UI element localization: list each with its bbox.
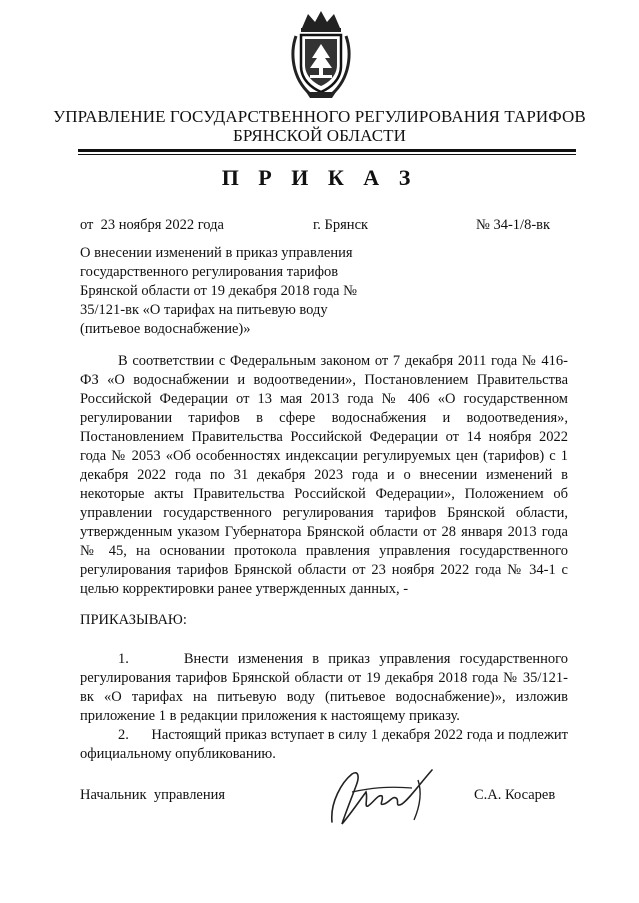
signatory-name: С.А. Косарев xyxy=(474,787,556,803)
header-rule-thin xyxy=(78,154,576,155)
order-item-2 xyxy=(80,726,568,764)
header-rule-thick xyxy=(78,149,576,152)
document-number: № 34-1/8-вк xyxy=(476,217,551,233)
org-name-line1: УПРАВЛЕНИЕ ГОСУДАРСТВЕННОГО РЕГУЛИРОВАНИЯ ТАРИФОВ xyxy=(53,107,586,126)
order-item-1 xyxy=(80,650,568,726)
coat-of-arms-icon xyxy=(288,8,354,100)
order-keyword: ПРИКАЗЫВАЮ: xyxy=(80,612,187,628)
order-item-text: Внести изменения в приказ управления государственного регулирования тарифов Брянской области от 19 декабря 2018 года № 35/121-вк «О тарифах на питьевую воду (питьевое водоснабжение)», изложив приложение 1 в редакции приложения к настоящему приказу. xyxy=(80,651,569,724)
org-name-line2: БРЯНСКОЙ ОБЛАСТИ xyxy=(233,126,406,145)
document-title: П Р И К А З xyxy=(221,165,418,190)
order-item-number: 1. xyxy=(118,651,129,667)
order-item-text: Настоящий приказ вступает в силу 1 декабря 2022 года и подлежит официальному опубликованию. xyxy=(80,727,568,762)
document-date: от 23 ноября 2022 года xyxy=(80,217,224,233)
document-city: г. Брянск xyxy=(313,217,369,233)
signature-icon xyxy=(322,762,452,832)
preamble-paragraph: В соответствии с Федеральным законом от 7 декабря 2011 года № 416-ФЗ «О водоснабжении и водоотведении», Постановлением Правительства Российской Федерации от 13 мая 2013 года № 406 «О государственном регулировании тарифов в сфере водоснабжения и водоотведения», Постановлением Правительства Российской Федерации от 14 ноября 2022 года № 2053 «Об особенностях индексации регулируемых цен (тарифов) с 1 декабря 2022 года по 31 декабря 2023 года и о внесении изменений в некоторые акты Правительства Российской Федерации», Положением об управлении государственного регулирования тарифов Брянской области, утвержденным указом Губернатора Брянской области от 28 января 2013 года № 45, на основании протокола правления управления государственного регулирования тарифов Брянской области от 23 ноября 2022 года № 34-1 с целью корректировки ранее утвержденных данных, - xyxy=(80,353,568,597)
document-subject: О внесении изменений в приказ управления государственного регулирования тарифов Брянской области от 19 декабря 2018 года № 35/121-вк «О тарифах на питьевую воду (питьевое водоснабжение)» xyxy=(80,245,357,337)
signatory-role: Начальник управления xyxy=(80,787,226,803)
order-item-number: 2. xyxy=(118,727,129,743)
